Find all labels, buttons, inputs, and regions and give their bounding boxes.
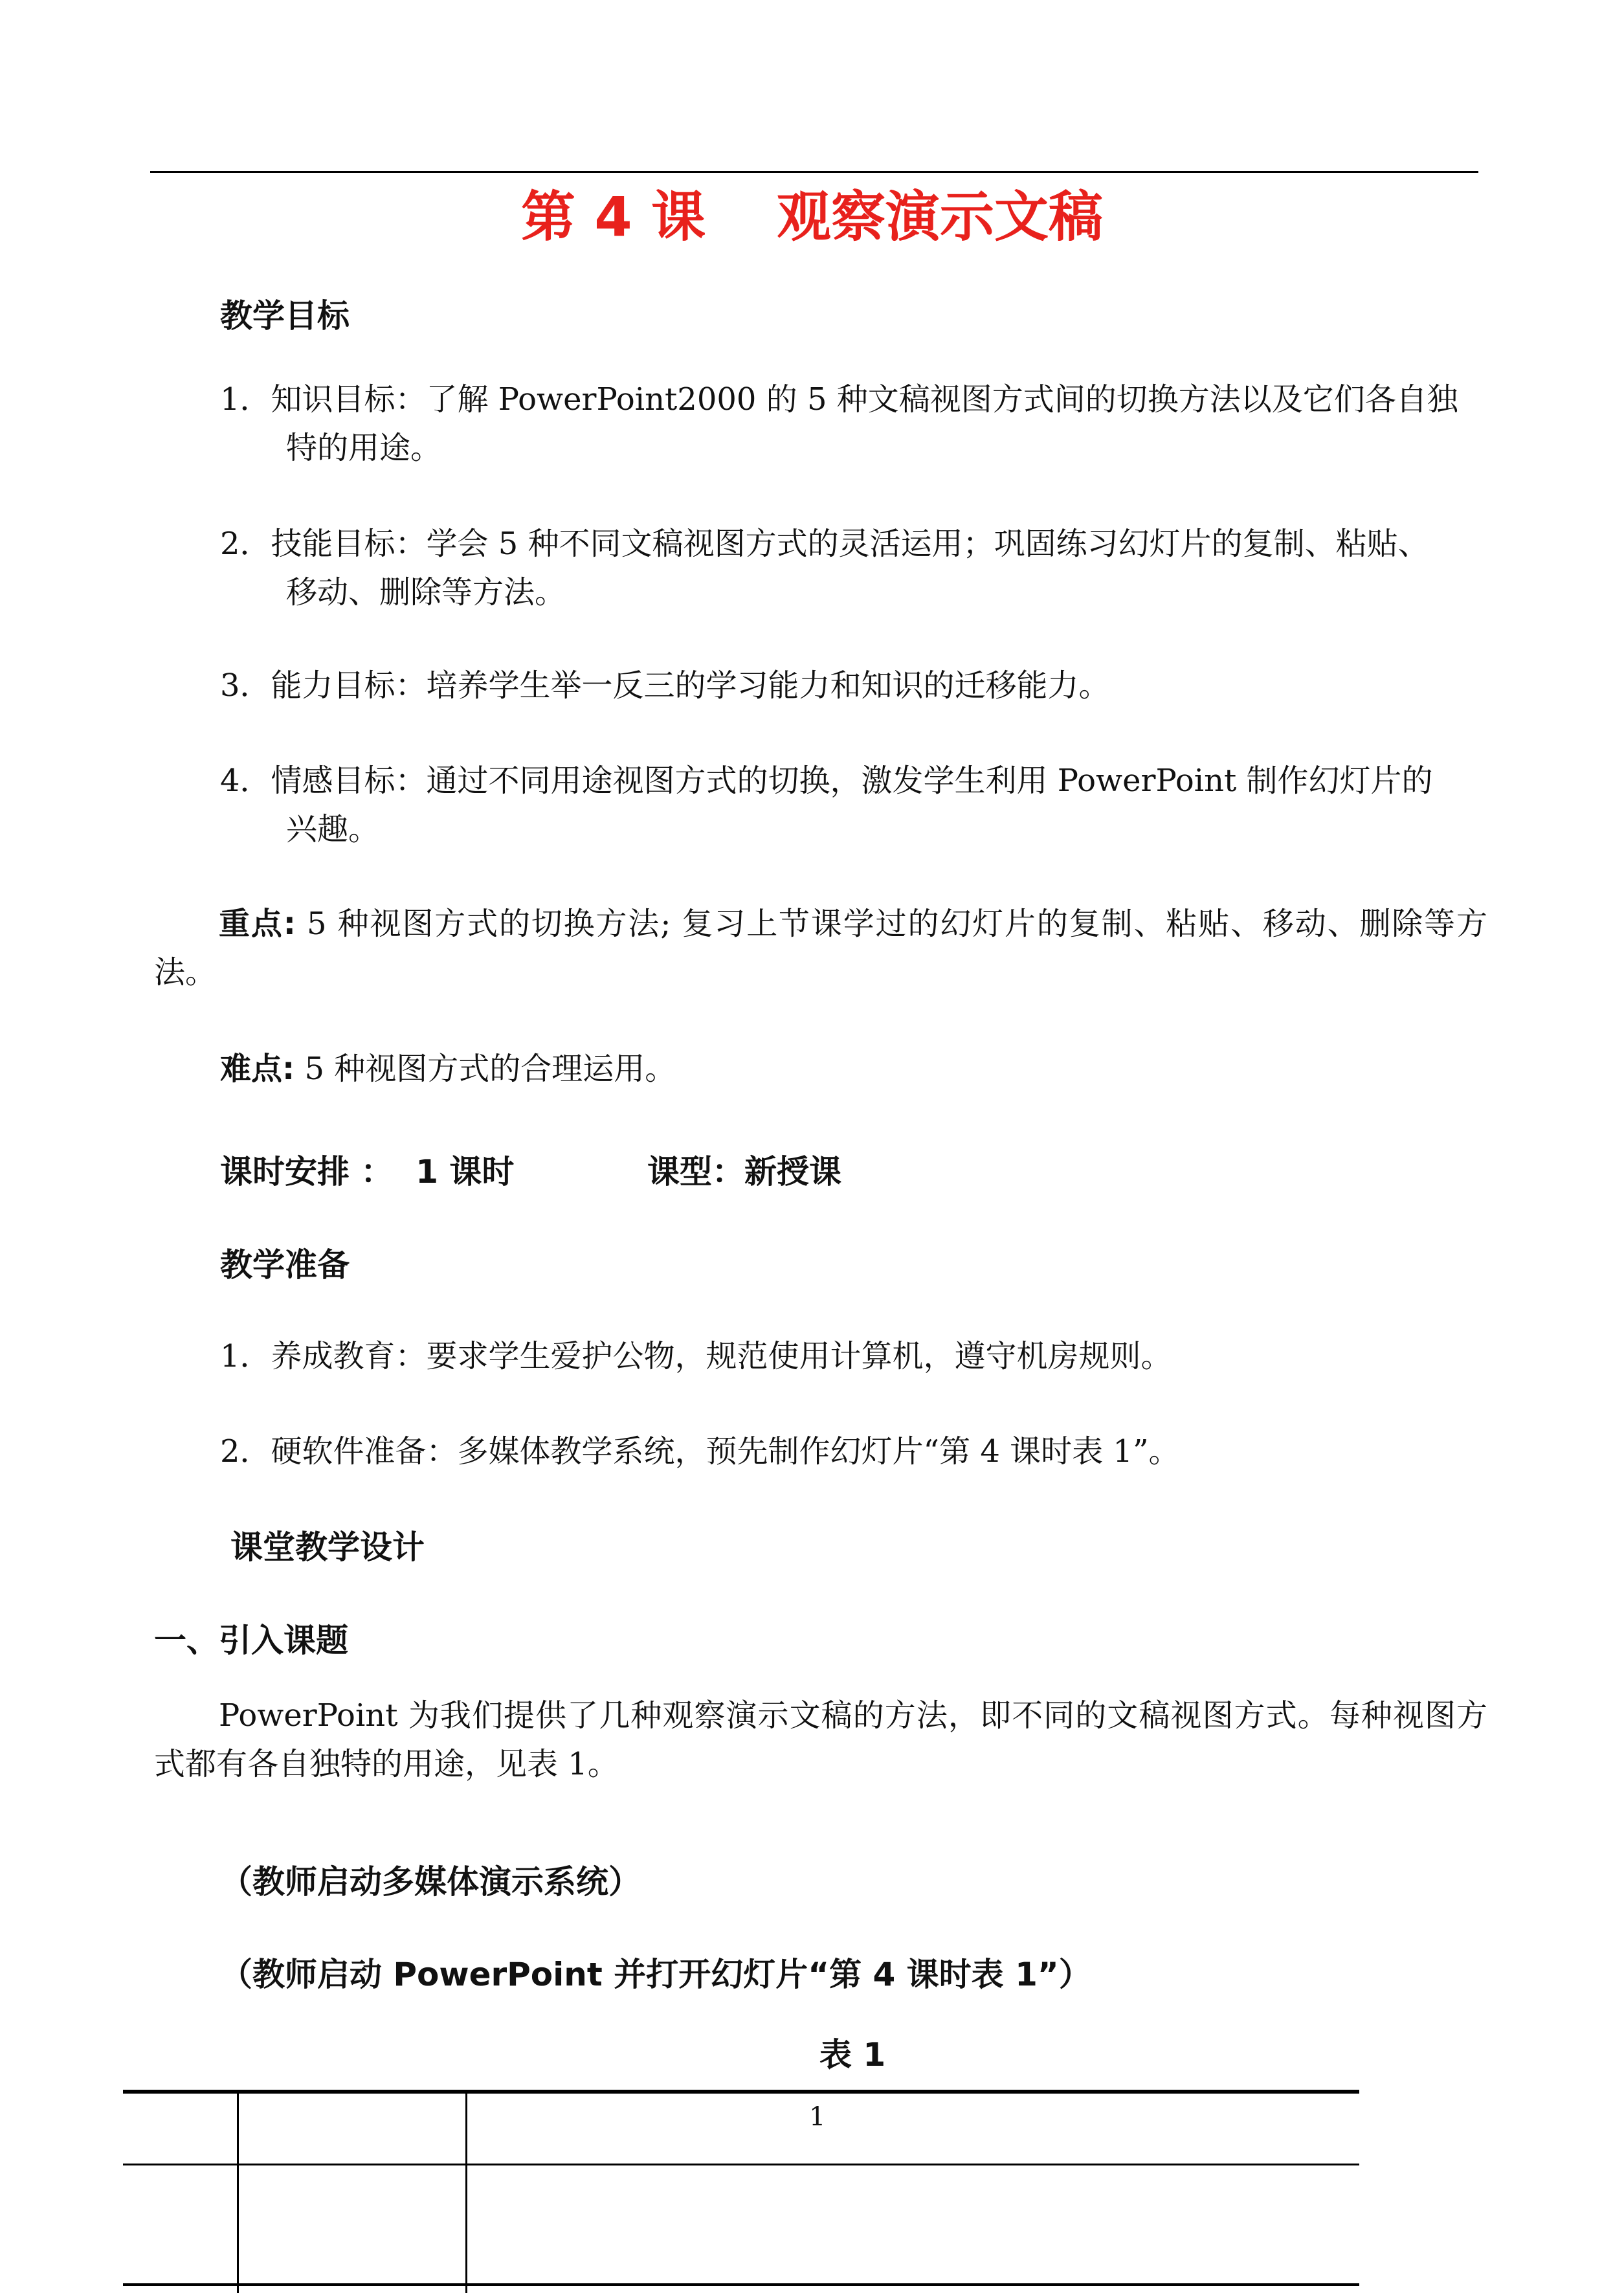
table-row-rule — [123, 2283, 1359, 2286]
table-column-rule — [465, 2092, 467, 2293]
objective-3: 3．能力目标：培养学生举一反三的学习能力和知识的迁移能力。 — [220, 667, 1110, 704]
table-top-rule — [123, 2090, 1359, 2094]
key-point-label: 重点: — [219, 906, 296, 942]
note-multimedia: （教师启动多媒体演示系统） — [220, 1863, 641, 1901]
key-point — [154, 900, 1487, 997]
objectives-heading: 教学目标 — [220, 297, 350, 335]
difficulty-text: 5 种视图方式的合理运用。 — [295, 1051, 676, 1087]
preparation-1: 1．养成教育：要求学生爱护公物，规范使用计算机，遵守机房规则。 — [220, 1338, 1172, 1374]
schedule-label: 课时安排 ： 1 课时 — [220, 1153, 515, 1191]
table-row-rule — [123, 2164, 1359, 2165]
lesson-name: 观察演示文稿 — [776, 185, 1103, 249]
table-column-rule — [237, 2092, 239, 2293]
key-point-text: 5 种视图方式的切换方法; 复习上节课学过的幻灯片的复制、粘贴、移动、删除等方法。 — [154, 906, 1487, 990]
objective-2-cont: 移动、删除等方法。 — [286, 574, 566, 610]
header-rule — [150, 171, 1478, 173]
objective-4-cont: 兴趣。 — [286, 811, 380, 847]
lesson-number: 第 4 课 — [521, 185, 706, 249]
objective-4: 4．情感目标：通过不同用途视图方式的切换，激发学生利用 PowerPoint 制作幻灯片的 — [220, 763, 1433, 799]
page-title — [0, 173, 1624, 252]
lesson-type: 课型：新授课 — [647, 1153, 841, 1191]
table-header-cell: 1 — [809, 2102, 826, 2132]
difficulty-label: 难点: — [220, 1051, 295, 1087]
section-1-paragraph: PowerPoint 为我们提供了几种观察演示文稿的方法，即不同的文稿视图方式。每种视图方式都有各自独特的用途，见表 1。 — [154, 1697, 1487, 1782]
objective-1-cont: 特的用途。 — [286, 430, 442, 466]
preparation-2: 2．硬软件准备：多媒体教学系统，预先制作幻灯片“第 4 课时表 1”。 — [220, 1433, 1180, 1470]
objective-2: 2．技能目标：学会 5 种不同文稿视图方式的灵活运用；巩固练习幻灯片的复制、粘贴、 — [220, 526, 1429, 562]
table-caption: 表 1 — [819, 2036, 886, 2074]
note-powerpoint: （教师启动 PowerPoint 并打开幻灯片“第 4 课时表 1”） — [220, 1956, 1091, 1993]
design-heading: 课堂教学设计 — [230, 1528, 425, 1566]
preparation-heading: 教学准备 — [220, 1246, 350, 1284]
difficulty — [220, 1045, 676, 1093]
objective-1: 1．知识目标：了解 PowerPoint2000 的 5 种文稿视图方式间的切换方法以及它们各自独 — [220, 381, 1458, 418]
section-1-heading: 一、引入课题 — [154, 1622, 348, 1659]
